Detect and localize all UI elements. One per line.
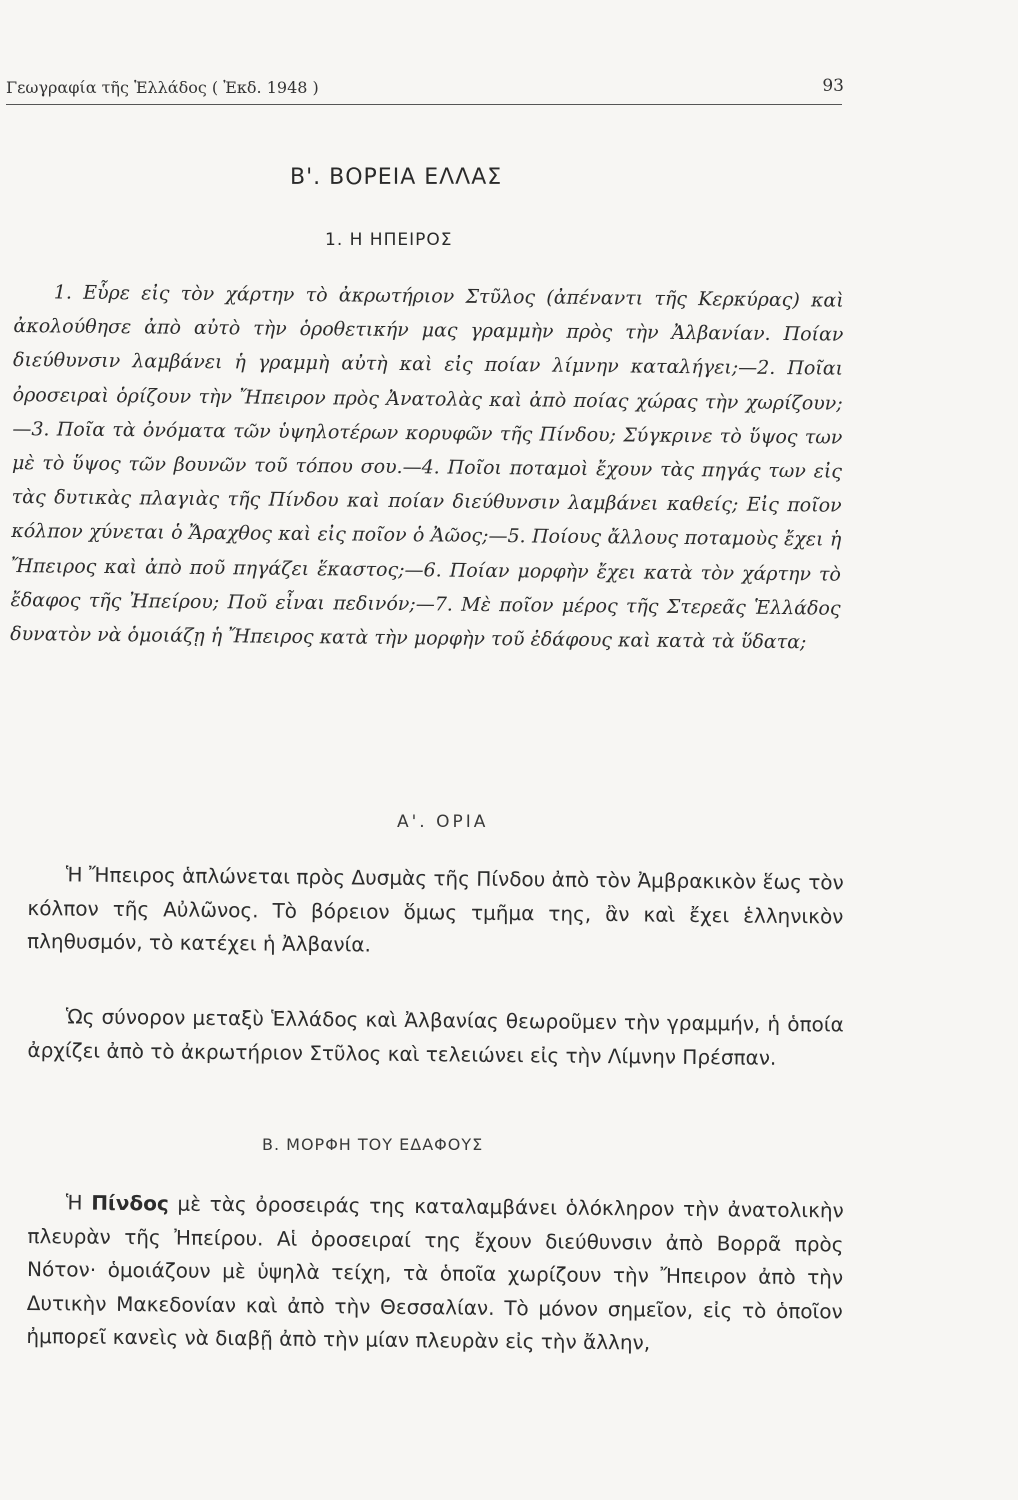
subsection-title: 1. Η ΗΠΕΙΡΟΣ [325,230,453,250]
running-title: Γεωγραφία τῆς Ἑλλάδος ( Ἐκδ. 1948 ) [6,78,319,97]
heading-borders: Α'. ΟΡΙΑ [397,812,489,832]
paragraph-terrain [26,1186,844,1362]
page-number: 93 [822,76,844,96]
heading-terrain: Β. ΜΟΡΦΗ ΤΟΥ ΕΔΑΦΟΥΣ [262,1135,484,1154]
paragraph-terrain-text: μὲ τὰς ὀροσειράς της καταλαμβάνει ὁλόκληρον τὴν ἀνατολικὴν πλευρὰν τῆς Ἠπείρου. Αἱ ὀροσειραί της ἔχουν διεύθυνσιν ἀπὸ Βορρᾶ πρὸς Νότον· ὁμοιάζουν μὲ ὑψηλὰ τείχη, τὰ ὁποῖα χωρίζουν τὴν Ἤπειρον ἀπὸ τὴν Δυτικὴν Μακεδονίαν καὶ ἀπὸ τὴν Θεσσαλίαν. Τὸ μόνον σημεῖον, εἰς τὸ ὁποῖον ἠμπορεῖ κανεὶς νὰ διαβῇ ἀπὸ τὴν μίαν πλευρὰν εἰς τὴν ἄλλην, [26,1191,844,1355]
paragraph-terrain-bold-term: Πίνδος [91,1190,169,1216]
section-title: Β'. ΒΟΡΕΙΑ ΕΛΛΑΣ [290,165,503,190]
paragraph-terrain-lead: Ἡ [65,1190,92,1215]
exercise-questions: 1. Εὗρε εἰς τὸν χάρτην τὸ ἀκρωτήριον Στῦλος (ἀπέναντι τῆς Κερκύρας) καὶ ἀκολούθησε ἀπὸ αὐτὸ τὴν ὁροθετικήν μας γραμμὴν πρὸς τὴν Ἀλβανίαν. Ποίαν διεύθυνσιν λαμβάνει ἡ γραμμὴ αὐτὴ καὶ εἰς ποίαν λίμνην καταλήγει;—2. Ποῖαι ὀροσειραὶ ὁρίζουν τὴν Ἤπειρον πρὸς Ἀνατολὰς καὶ ἀπὸ ποίας χώρας τὴν χωρίζουν;—3. Ποῖα τὰ ὀνόματα τῶν ὑψηλοτέρων κορυφῶν τῆς Πίνδου; Σύγκρινε τὸ ὕψος των μὲ τὸ ὕψος τῶν βουνῶν τοῦ τόπου σου.—4. Ποῖοι ποταμοὶ ἔχουν τὰς πηγάς των εἰς τὰς δυτικὰς πλαγιὰς τῆς Πίνδου καὶ ποίαν διεύθυνσιν λαμβάνει καθείς; Εἰς ποῖον κόλπον χύνεται ὁ Ἄραχθος καὶ εἰς ποῖον ὁ Ἀῶος;—5. Ποίους ἄλλους ποταμοὺς ἔχει ἡ Ἤπειρος καὶ ἀπὸ ποῦ πηγάζει ἕκαστος;—6. Ποίαν μορφὴν ἔχει κατὰ τὸν χάρτην τὸ ἔδαφος τῆς Ἠπείρου; Ποῦ εἶναι πεδινόν;—7. Μὲ ποῖον μέρος τῆς Στερεᾶς Ἑλλάδος δυνατὸν νὰ ὁμοιάζῃ ἡ Ἤπειρος κατὰ τὴν μορφὴν τοῦ ἐδάφους καὶ κατὰ τὰ ὕδατα; [10,281,844,654]
header-rule [6,104,842,105]
paragraph-borders-2: Ὡς σύνορον μεταξὺ Ἑλλάδος καὶ Ἀλβανίας θεωροῦμεν τὴν γραμμήν, ἡ ὁποία ἀρχίζει ἀπὸ τὸ ἀκρωτήριον Στῦλος καὶ τελειώνει εἰς τὴν Λίμνην Πρέσπαν. [27,1004,844,1070]
paragraph-borders-1: Ἡ Ἤπειρος ἁπλώνεται πρὸς Δυσμὰς τῆς Πίνδου ἀπὸ τὸν Ἀμβρακικὸν ἕως τὸν κόλπον τῆς Αὐλῶνος. Τὸ βόρειον ὅμως τμῆμα της, ἂν καὶ ἔχει ἑλληνικὸν πληθυσμόν, τὸ κατέχει ἡ Ἀλβανία. [27,862,844,957]
